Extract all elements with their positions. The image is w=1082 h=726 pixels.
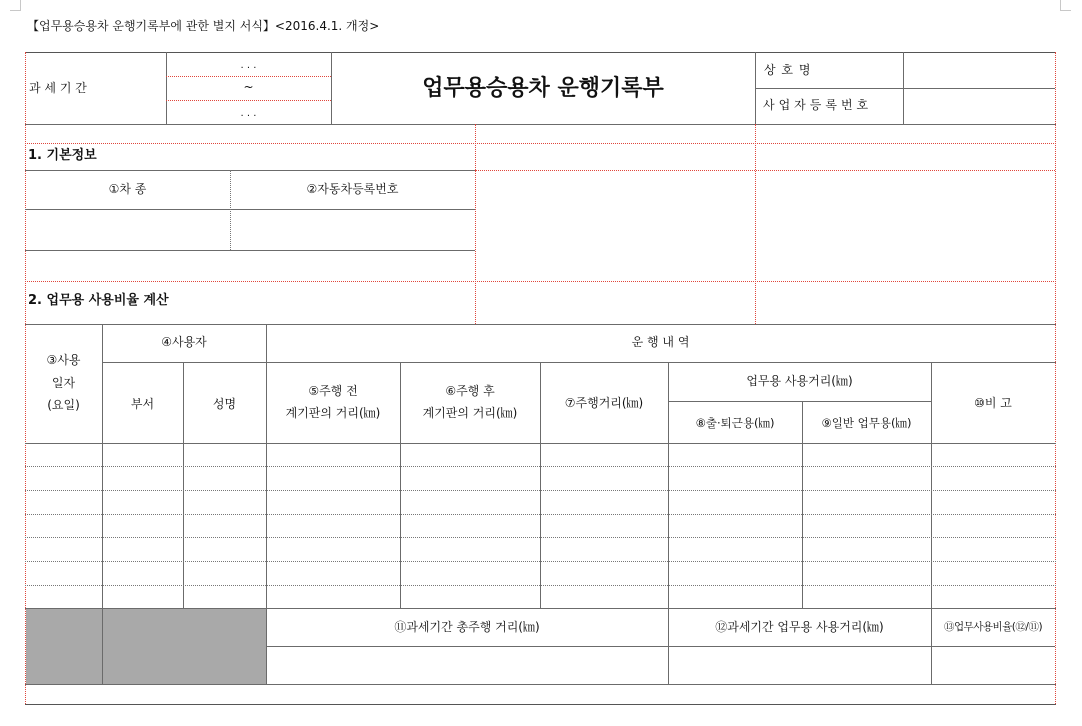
- business-ratio-field[interactable]: [932, 647, 1054, 684]
- period-end: . . .: [240, 108, 257, 119]
- business-distance-field[interactable]: [669, 647, 930, 684]
- col-distance: ⑦주행거리(㎞): [564, 396, 644, 410]
- total-distance-field[interactable]: [267, 647, 667, 684]
- col-note: ⑩비 고: [974, 396, 1012, 410]
- col-dept: 부서: [130, 397, 155, 411]
- page-corner-mark-left: [10, 0, 21, 11]
- col-business: 업무용 사용거리(㎞): [746, 374, 853, 388]
- table-row[interactable]: [26, 444, 1055, 466]
- form-caption: 【업무용승용차 운행기록부에 관한 별지 서식】<2016.4.1. 개정>: [27, 19, 380, 33]
- period-start: . . .: [240, 60, 257, 71]
- company-name-field[interactable]: [904, 53, 1054, 88]
- table-row[interactable]: [26, 586, 1055, 608]
- summary-shaded-cell: [103, 609, 266, 684]
- col-operation: 운 행 내 역: [631, 335, 690, 349]
- period-label: 과 세 기 간: [29, 81, 87, 95]
- total-distance-label: ⑪과세기간 총주행 거리(㎞): [394, 620, 540, 634]
- col-date-line2: 일자: [51, 376, 76, 390]
- table-row[interactable]: [26, 515, 1055, 537]
- col-car-type: ①차 종: [108, 182, 147, 196]
- business-reg-no-label: 사업자등록번호: [763, 98, 873, 112]
- table-row[interactable]: [26, 491, 1055, 514]
- business-ratio-label: ⑬업무사용비율(⑫/⑪): [943, 621, 1043, 633]
- business-reg-no-field[interactable]: [904, 89, 1054, 124]
- page-title: 업무용승용차 운행기록부: [422, 76, 664, 101]
- col-date-line3: (요일): [47, 398, 80, 412]
- period-tilde: ~: [243, 80, 254, 94]
- table-row[interactable]: [26, 562, 1055, 585]
- summary-shaded-cell: [26, 609, 102, 684]
- col-date-line1: ③사용: [46, 353, 81, 367]
- table-row[interactable]: [26, 538, 1055, 561]
- col-name: 성명: [212, 397, 237, 411]
- company-name-label: 상 호 명: [764, 63, 812, 77]
- col-reg-no: ②자동차등록번호: [306, 182, 399, 196]
- col-user: ④사용자: [161, 335, 207, 349]
- col-commute: ⑧출·퇴근용(㎞): [695, 416, 775, 430]
- table-row[interactable]: [26, 467, 1055, 490]
- col-after-line1: ⑥주행 후: [445, 384, 495, 398]
- col-before-line2: 계기판의 거리(㎞): [285, 406, 381, 420]
- section1-heading: 1. 기본정보: [28, 148, 97, 163]
- col-before-line1: ⑤주행 전: [308, 384, 358, 398]
- col-general: ⑨일반 업무용(㎞): [821, 416, 912, 430]
- col-after-line2: 계기판의 거리(㎞): [422, 406, 518, 420]
- business-distance-label: ⑫과세기간 업무용 사용거리(㎞): [715, 620, 884, 634]
- section2-heading: 2. 업무용 사용비율 계산: [28, 293, 169, 308]
- car-type-field[interactable]: [26, 210, 229, 249]
- reg-no-field[interactable]: [232, 210, 474, 249]
- page-corner-mark-right: [1060, 0, 1071, 11]
